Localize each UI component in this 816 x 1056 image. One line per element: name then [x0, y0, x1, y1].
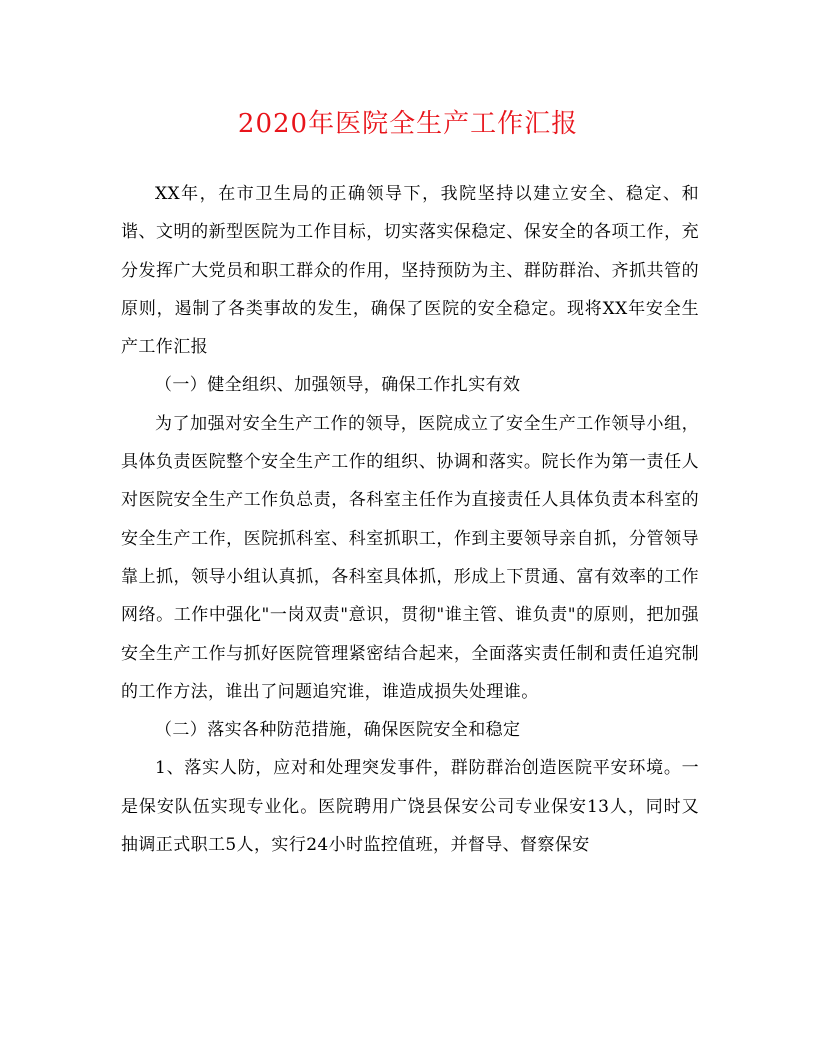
paragraph-organization: 为了加强对安全生产工作的领导，医院成立了安全生产工作领导小组，具体负责医院整个安全生产工作的组织、协调和落实。院长作为第一责任人对医院安全生产工作负总责，各科室主任作为直接责任人具体负责本科室的安全生产工作，医院抓科室、科室抓职工，作到主要领导亲自抓，分管领导靠上抓，领导小组认真抓，各科室具体抓，形成上下贯通、富有效率的工作网络。工作中强化"一岗双责"意识，贯彻"谁主管、谁负责"的原则，把加强安全生产工作与抓好医院管理紧密结合起来，全面落实责任制和责任追究制的工作方法，谁出了问题追究谁，谁造成损失处理谁。: [121, 413, 699, 702]
section-heading-1: （一）健全组织、加强领导，确保工作扎实有效: [155, 375, 521, 396]
paragraph-measures: 1、落实人防，应对和处理突发事件，群防群治创造医院平安环境。一是保安队伍实现专业化。医院聘用广饶县保安公司专业保安13人，同时又抽调正式职工5人，实行24小时监控值班，并督导、督察保安: [121, 758, 699, 856]
document-title: 2020年医院全生产工作汇报: [237, 109, 579, 139]
document-body: [121, 175, 699, 864]
section-heading-2: （二）落实各种防范措施，确保医院安全和稳定: [155, 720, 521, 741]
paragraph-intro: XX年，在市卫生局的正确领导下，我院坚持以建立安全、稳定、和谐、文明的新型医院为工作目标，切实落实保稳定、保安全的各项工作，充分发挥广大党员和职工群众的作用，坚持预防为主、群防群治、齐抓共管的原则，遏制了各类事故的发生，确保了医院的安全稳定。现将XX年安全生产工作汇报: [121, 184, 699, 358]
